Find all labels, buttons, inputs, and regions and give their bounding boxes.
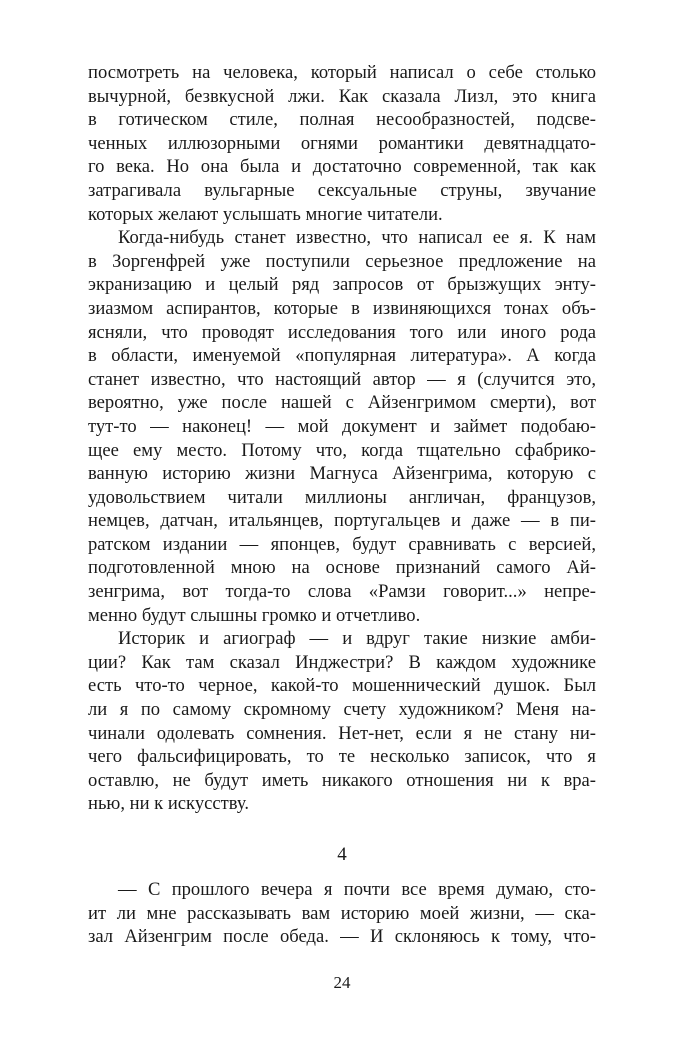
text-line: го века. Но она была и достаточно современной, так как bbox=[88, 156, 596, 178]
text-line: станет известно, что настоящий автор — я (случится это, bbox=[88, 368, 596, 390]
chapter-number: 4 bbox=[337, 844, 347, 865]
text-line: немцев, датчан, итальянцев, португальцев и даже — в пи- bbox=[88, 510, 596, 532]
text-line: зенгрима, вот тогда-то слова «Рамзи говорит...» непре- bbox=[88, 581, 596, 603]
text-line: в готическом стиле, полная несообразностей, подсве- bbox=[88, 109, 596, 131]
text-line: ванную историю жизни Магнуса Айзенгрима, которую с bbox=[88, 463, 596, 485]
text-line: Когда-нибудь станет известно, что написал ее я. К нам bbox=[118, 227, 596, 249]
text-line: Историк и агиограф — и вдруг такие низкие амби- bbox=[118, 628, 596, 650]
text-line: в области, именуемой «популярная литература». А когда bbox=[88, 345, 596, 367]
text-line: в Зоргенфрей уже поступили серьезное предложение на bbox=[88, 250, 596, 272]
text-line: нью, ни к искусству. bbox=[88, 793, 249, 815]
text-line: тут-то — наконец! — мой документ и займет подобаю- bbox=[88, 415, 596, 437]
text-line: подготовленной мною на основе признаний самого Ай- bbox=[88, 557, 596, 579]
text-line: щее ему место. Потому что, когда тщательно сфабрико- bbox=[88, 439, 596, 461]
text-line: ратском издании — японцев, будут сравнивать с версией, bbox=[88, 533, 596, 555]
text-line: менно будут слышны громко и отчетливо. bbox=[88, 604, 421, 626]
chapter-text bbox=[88, 878, 596, 949]
text-line: зал Айзенгрим после обеда. — И склоняюсь к тому, что- bbox=[88, 926, 596, 948]
text-line: есть что-то черное, какой-то мошеннический душок. Был bbox=[88, 675, 596, 697]
text-line: — С прошлого вечера я почти все время думаю, сто- bbox=[118, 879, 596, 900]
text-line: ции? Как там сказал Инджестри? В каждом художнике bbox=[88, 651, 596, 673]
text-line: чего фальсифицировать, то те несколько записок, что я bbox=[88, 746, 596, 768]
text-line: затрагивала вульгарные сексуальные струны, звучание bbox=[88, 179, 596, 201]
text-line: ит ли мне рассказывать вам историю моей жизни, — ска- bbox=[88, 902, 596, 924]
page-number: 24 bbox=[333, 973, 351, 992]
text-line: чинали одолевать сомнения. Нет-нет, если я не стану ни- bbox=[88, 722, 596, 744]
text-line: зиазмом аспирантов, которые в извиняющихся тонах объ- bbox=[88, 297, 596, 319]
text-line: ли я по самому скромному счету художником? Меня на- bbox=[88, 699, 596, 721]
text-line: экранизацию и целый ряд запросов от брызжущих энту- bbox=[88, 274, 596, 296]
text-line: оставлю, не будут иметь никакого отношения ни к вра- bbox=[88, 769, 596, 791]
text-line: ясняли, что проводят исследования того или иного рода bbox=[88, 321, 596, 343]
text-line: ченных иллюзорными огнями романтики девятнадцато- bbox=[88, 132, 596, 154]
text-line: удовольствием читали миллионы англичан, французов, bbox=[88, 486, 596, 508]
text-line: вычурной, безвкусной лжи. Как сказала Лизл, это книга bbox=[88, 85, 596, 107]
text-line: которых желают услышать многие читатели. bbox=[88, 203, 443, 225]
text-line: вероятно, уже после нашей с Айзенгримом смерти), вот bbox=[88, 392, 596, 414]
body-text bbox=[88, 61, 596, 816]
text-line: посмотреть на человека, который написал о себе столько bbox=[88, 62, 596, 83]
